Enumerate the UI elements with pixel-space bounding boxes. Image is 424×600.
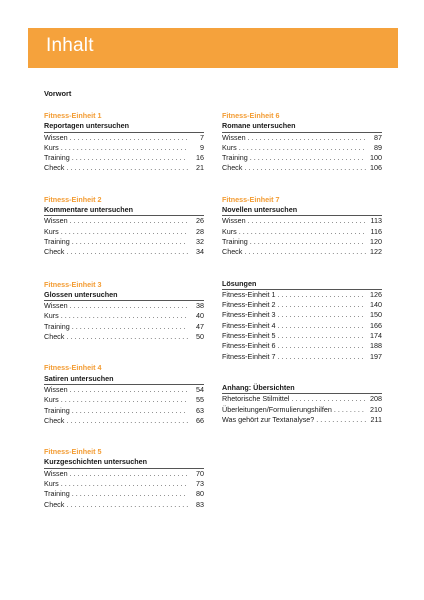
entry-label: Kurs [222, 226, 237, 236]
toc-entry[interactable] [222, 300, 382, 310]
section-title: Glossen untersuchen [44, 289, 118, 299]
entry-list [44, 468, 204, 510]
toc-section [222, 279, 382, 362]
entry-label: Check [44, 499, 65, 509]
entry-label: Wissen [44, 384, 68, 394]
dot-leader [248, 216, 366, 226]
entry-label: Wissen [44, 468, 68, 478]
toc-section [222, 195, 382, 258]
entry-label: Training [44, 489, 70, 499]
entry-list [222, 132, 382, 174]
entry-label: Wissen [44, 301, 68, 311]
page-number: 38 [196, 301, 204, 311]
dot-leader [66, 163, 188, 173]
dot-leader [72, 322, 188, 332]
dot-leader [72, 489, 188, 499]
toc-entry[interactable] [222, 321, 382, 331]
toc-entry[interactable] [44, 489, 204, 499]
dot-leader [250, 237, 366, 247]
entry-label: Kurs [44, 395, 59, 405]
page-number: 32 [196, 236, 204, 246]
page-number: 113 [370, 216, 382, 226]
dot-leader [66, 247, 188, 257]
dot-leader [334, 405, 366, 415]
toc-section [222, 383, 382, 425]
toc-entry[interactable] [222, 143, 382, 153]
entry-list [44, 132, 204, 174]
page-number: 16 [196, 153, 204, 163]
dot-leader [244, 163, 366, 173]
dot-leader [61, 395, 188, 405]
dot-leader [239, 227, 366, 237]
toc-entry[interactable] [44, 153, 204, 163]
toc-entry[interactable] [222, 415, 382, 425]
dot-leader [61, 311, 188, 321]
entry-label: Kurs [44, 226, 59, 236]
entry-label: Training [44, 321, 70, 331]
dot-leader [66, 500, 188, 510]
toc-entry[interactable] [44, 311, 204, 321]
toc-entry[interactable] [222, 153, 382, 163]
dot-leader [70, 133, 188, 143]
toc-entry[interactable] [222, 163, 382, 173]
toc-right-column [222, 111, 382, 425]
entry-list [222, 215, 382, 257]
unit-label: Fitness-Einheit 5 [44, 447, 102, 457]
dot-leader [70, 301, 188, 311]
page-number: 100 [370, 153, 382, 163]
entry-label: Fitness-Einheit 5 [222, 331, 276, 341]
toc-left-column [44, 111, 204, 510]
toc-entry[interactable] [44, 247, 204, 257]
dot-leader [72, 237, 188, 247]
entry-list [222, 289, 382, 362]
toc-entry[interactable] [44, 301, 204, 311]
toc-entry[interactable] [44, 163, 204, 173]
dot-leader [70, 216, 188, 226]
page-number: 63 [196, 405, 204, 415]
toc-entry[interactable] [222, 290, 382, 300]
entry-list [44, 215, 204, 257]
page-number: 116 [370, 226, 382, 236]
dot-leader [292, 394, 366, 404]
toc-entry[interactable] [44, 406, 204, 416]
toc-section [44, 447, 204, 510]
entry-label: Rhetorische Stilmittel [222, 394, 290, 404]
dot-leader [72, 406, 188, 416]
entry-label: Wissen [222, 216, 246, 226]
toc-entry[interactable] [222, 216, 382, 226]
entry-label: Check [44, 415, 65, 425]
page-number: 70 [196, 468, 204, 478]
section-title: Reportagen untersuchen [44, 121, 130, 131]
page-number: 197 [370, 351, 382, 361]
toc-entry[interactable] [222, 394, 382, 404]
toc-entry[interactable] [222, 310, 382, 320]
entry-label: Fitness-Einheit 7 [222, 351, 276, 361]
page-number: 34 [196, 247, 204, 257]
section-title: Lösungen [222, 278, 257, 288]
page-number: 122 [370, 247, 382, 257]
page-number: 7 [200, 132, 204, 142]
entry-label: Kurs [222, 142, 237, 152]
dot-leader [278, 331, 366, 341]
entry-label: Check [44, 247, 65, 257]
entry-label: Training [222, 236, 248, 246]
page-number: 208 [370, 394, 382, 404]
dot-leader [250, 153, 366, 163]
dot-leader [316, 415, 366, 425]
toc-entry[interactable] [44, 227, 204, 237]
page-number: 150 [370, 310, 382, 320]
toc-entry[interactable] [44, 216, 204, 226]
page-number: 28 [196, 226, 204, 236]
section-title: Romane untersuchen [222, 121, 296, 131]
dot-leader [244, 247, 366, 257]
page-number: 66 [196, 415, 204, 425]
entry-label: Training [44, 405, 70, 415]
dot-leader [239, 143, 366, 153]
toc-entry[interactable] [222, 227, 382, 237]
page-number: 188 [370, 341, 382, 351]
unit-label: Fitness-Einheit 4 [44, 363, 102, 373]
page-number: 140 [370, 300, 382, 310]
dot-leader [278, 352, 366, 362]
dot-leader [66, 332, 188, 342]
dot-leader [61, 479, 188, 489]
page-number: 89 [374, 142, 382, 152]
entry-label: Fitness-Einheit 2 [222, 300, 276, 310]
unit-label: Fitness-Einheit 3 [44, 279, 102, 289]
entry-label: Training [44, 236, 70, 246]
entry-list [44, 300, 204, 342]
entry-label: Kurs [44, 311, 59, 321]
section-title: Kommentare untersuchen [44, 205, 134, 215]
toc-entry[interactable] [222, 331, 382, 341]
unit-label: Fitness-Einheit 2 [44, 194, 102, 204]
toc-section [44, 363, 204, 426]
toc-entry[interactable] [222, 133, 382, 143]
dot-leader [70, 385, 188, 395]
entry-list [222, 393, 382, 425]
entry-label: Check [222, 247, 243, 257]
entry-label: Kurs [44, 142, 59, 152]
toc-entry[interactable] [44, 395, 204, 405]
entry-label: Training [222, 153, 248, 163]
entry-label: Fitness-Einheit 3 [222, 310, 276, 320]
dot-leader [61, 143, 188, 153]
unit-label: Fitness-Einheit 1 [44, 111, 102, 120]
entry-label: Fitness-Einheit 1 [222, 289, 276, 299]
page-title: Inhalt [46, 35, 94, 56]
toc-entry[interactable] [222, 352, 382, 362]
page-number: 120 [370, 236, 382, 246]
section-title: Anhang: Übersichten [222, 382, 295, 392]
page-number: 26 [196, 216, 204, 226]
dot-leader [278, 310, 366, 320]
toc-entry[interactable] [44, 416, 204, 426]
toc-entry[interactable] [44, 500, 204, 510]
page-number: 80 [196, 489, 204, 499]
header-bar [28, 28, 398, 68]
entry-label: Überleitungen/Formulierungshilfen [222, 404, 332, 414]
page-number: 40 [196, 311, 204, 321]
entry-list [44, 384, 204, 426]
toc-entry[interactable] [44, 479, 204, 489]
dot-leader [72, 153, 188, 163]
preface-heading: Vorwort [44, 89, 72, 98]
dot-leader [248, 133, 366, 143]
entry-label: Wissen [44, 216, 68, 226]
dot-leader [66, 416, 188, 426]
toc-entry[interactable] [44, 237, 204, 247]
section-title: Kurzgeschichten untersuchen [44, 457, 148, 467]
page-number: 54 [196, 384, 204, 394]
entry-label: Training [44, 153, 70, 163]
dot-leader [70, 469, 188, 479]
entry-label: Wissen [222, 132, 246, 142]
dot-leader [278, 341, 366, 351]
toc-entry[interactable] [44, 332, 204, 342]
toc-entry[interactable] [44, 133, 204, 143]
section-title: Novellen untersuchen [222, 205, 298, 215]
dot-leader [278, 290, 366, 300]
toc-entry[interactable] [44, 469, 204, 479]
toc-entry[interactable] [222, 237, 382, 247]
page-number: 9 [200, 142, 204, 152]
entry-label: Check [44, 163, 65, 173]
page-number: 83 [196, 499, 204, 509]
page-number: 126 [370, 289, 382, 299]
toc-entry[interactable] [44, 322, 204, 332]
dot-leader [61, 227, 188, 237]
toc-entry[interactable] [44, 143, 204, 153]
page-number: 211 [370, 414, 382, 424]
entry-label: Fitness-Einheit 6 [222, 341, 276, 351]
entry-label: Kurs [44, 479, 59, 489]
toc-section [44, 111, 204, 174]
page-number: 55 [196, 395, 204, 405]
entry-label: Wissen [44, 132, 68, 142]
toc-entry[interactable] [222, 341, 382, 351]
page-number: 106 [370, 163, 382, 173]
page-number: 73 [196, 479, 204, 489]
toc-entry[interactable] [44, 385, 204, 395]
dot-leader [278, 321, 366, 331]
entry-label: Check [44, 332, 65, 342]
entry-label: Fitness-Einheit 4 [222, 320, 276, 330]
toc-section [222, 111, 382, 174]
toc-section [44, 195, 204, 258]
page-number: 166 [370, 320, 382, 330]
page-number: 47 [196, 321, 204, 331]
toc-entry[interactable] [222, 247, 382, 257]
unit-label: Fitness-Einheit 7 [222, 194, 280, 204]
toc-entry[interactable] [222, 405, 382, 415]
page-number: 174 [370, 331, 382, 341]
page-number: 87 [374, 132, 382, 142]
page-number: 50 [196, 332, 204, 342]
entry-label: Check [222, 163, 243, 173]
page-number: 210 [370, 404, 382, 414]
page-number: 21 [196, 163, 204, 173]
section-title: Satiren untersuchen [44, 373, 114, 383]
unit-label: Fitness-Einheit 6 [222, 111, 280, 120]
dot-leader [278, 300, 366, 310]
entry-label: Was gehört zur Textanalyse? [222, 414, 315, 424]
toc-section [44, 280, 204, 343]
